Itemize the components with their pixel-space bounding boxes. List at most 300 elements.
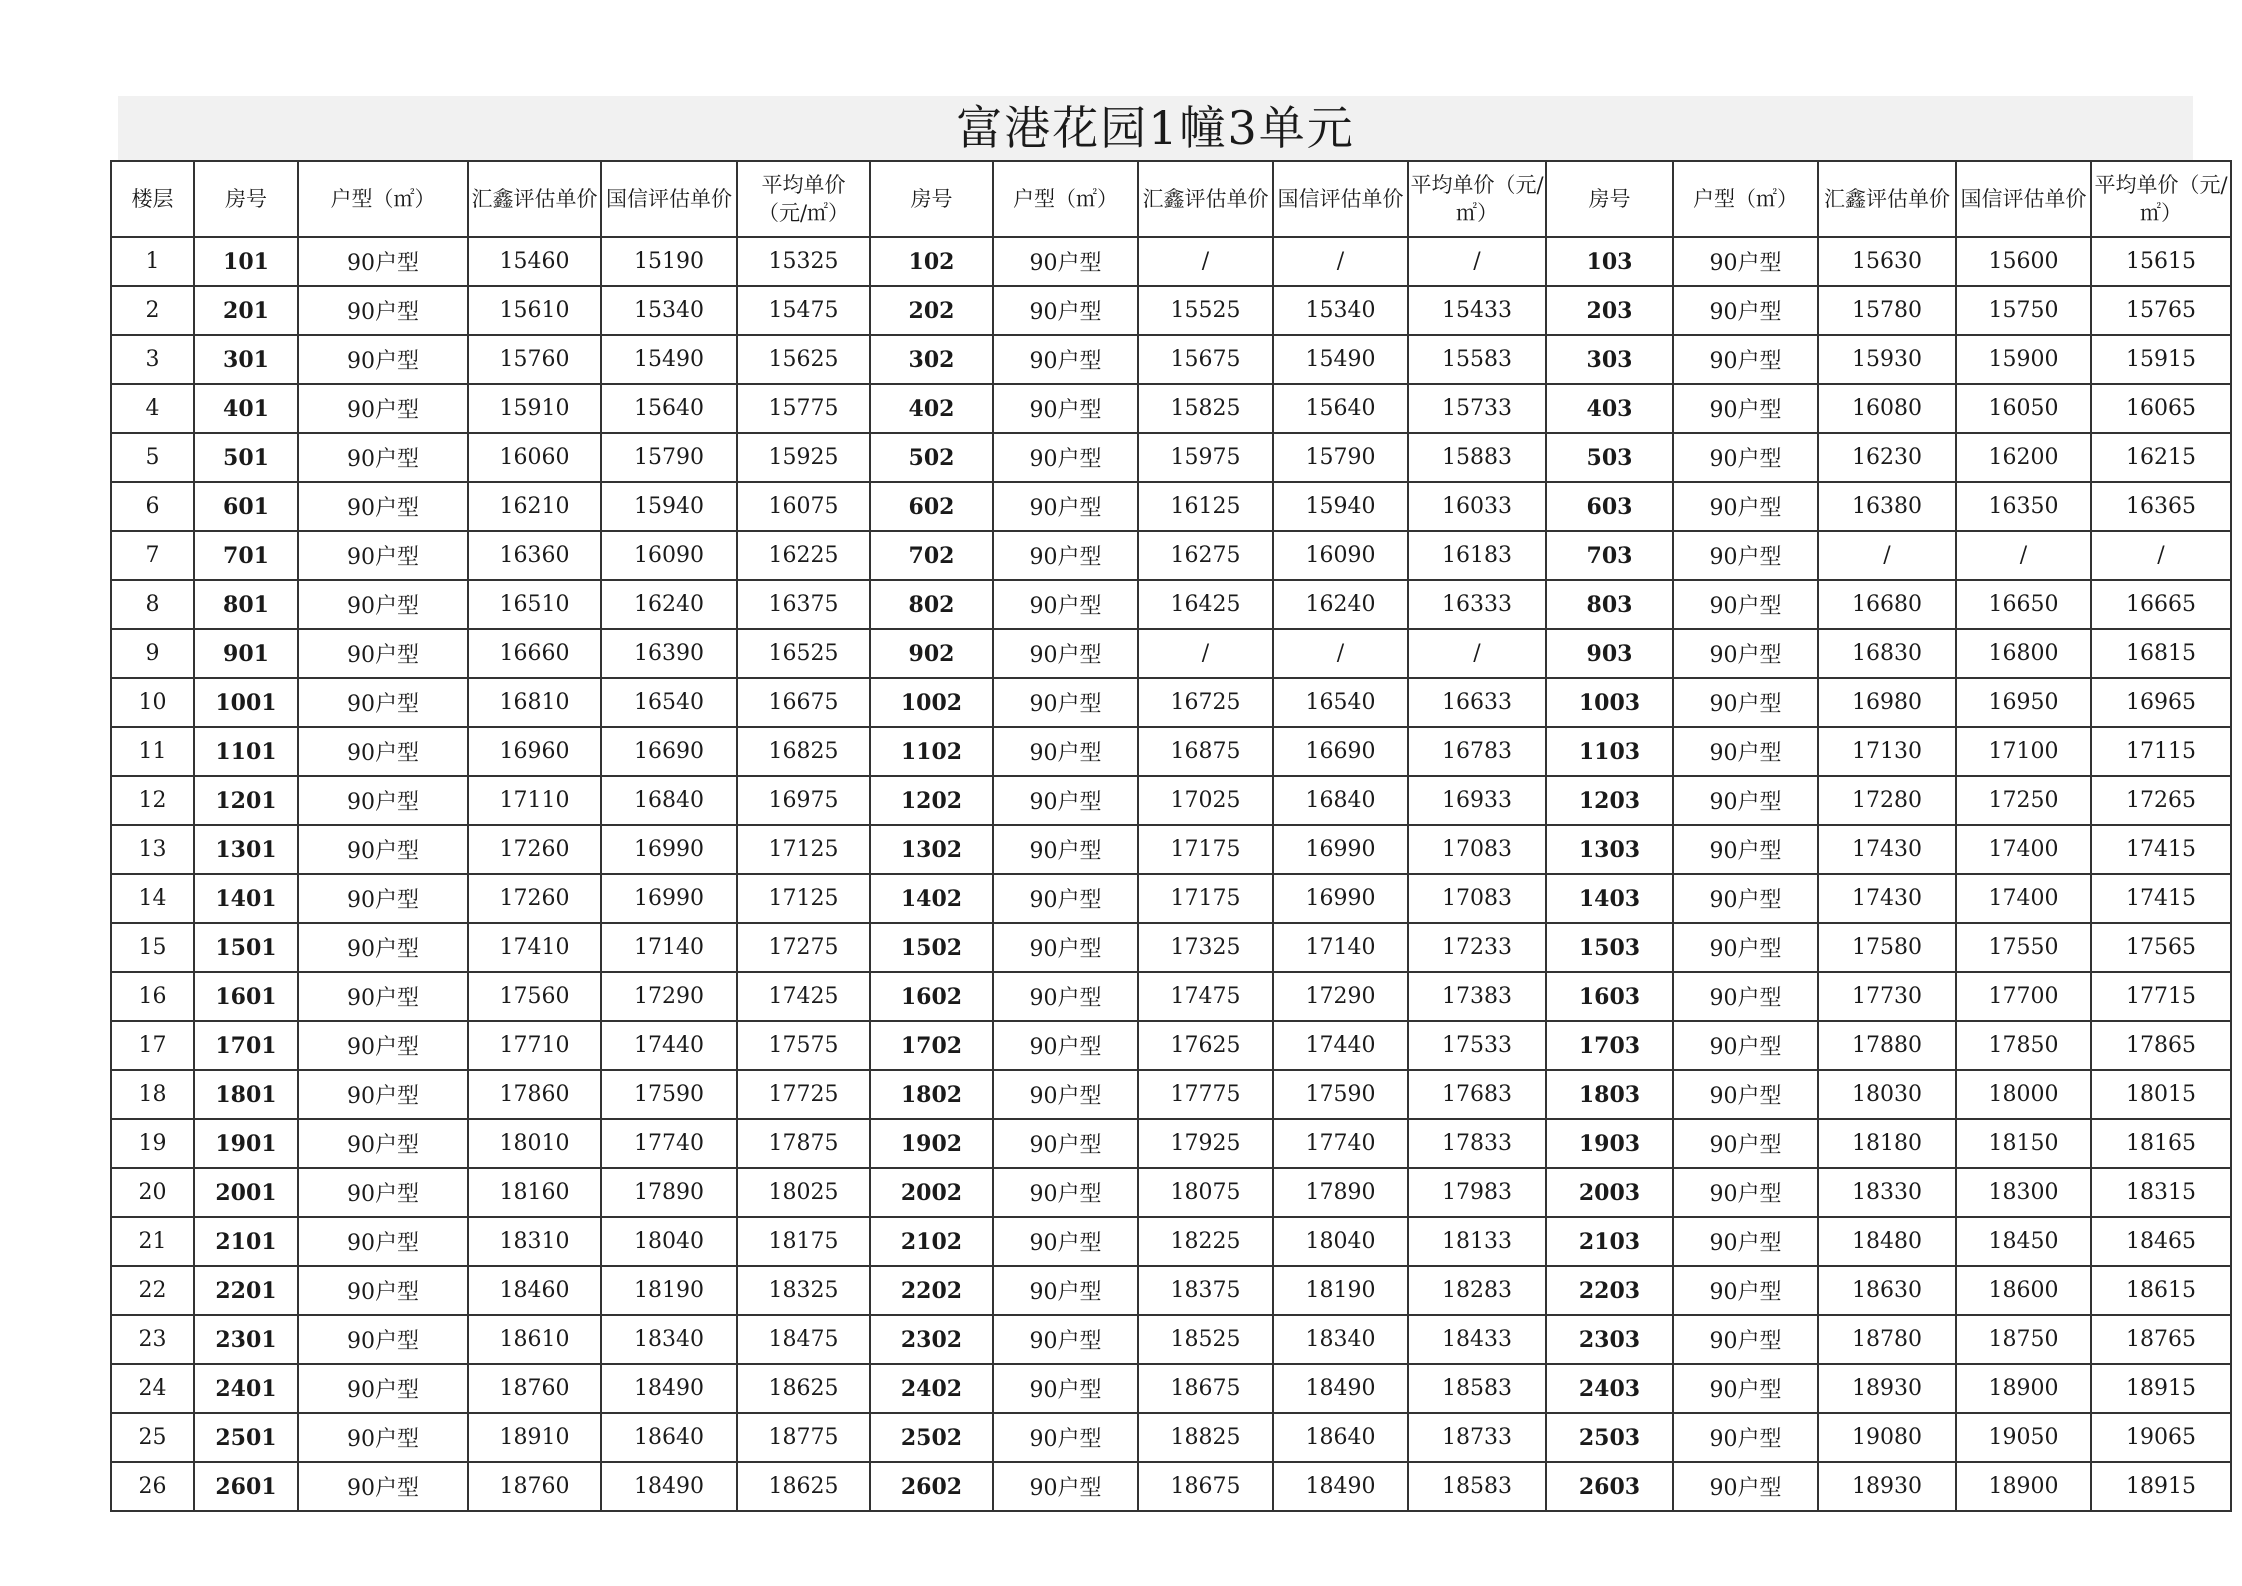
room-number-cell: 203 (1546, 286, 1673, 335)
average-price-cell: 15325 (737, 237, 870, 286)
guoxin-price-cell: 16090 (601, 531, 737, 580)
average-price-cell: 17875 (737, 1119, 870, 1168)
room-number-cell: 601 (194, 482, 298, 531)
huixin-price-cell: 18330 (1818, 1168, 1956, 1217)
room-number-cell: 2603 (1546, 1462, 1673, 1511)
room-number-cell: 1801 (194, 1070, 298, 1119)
average-price-cell: 17533 (1408, 1021, 1546, 1070)
header-huixin-price: 汇鑫评估单价 (1138, 161, 1273, 237)
average-price-cell: 16225 (737, 531, 870, 580)
huixin-price-cell: 16360 (468, 531, 601, 580)
table-row (111, 1315, 2231, 1364)
unit-type-cell: 90户型 (298, 580, 468, 629)
floor-cell: 10 (111, 678, 194, 727)
unit-type-cell: 90户型 (993, 1168, 1138, 1217)
room-number-cell: 1103 (1546, 727, 1673, 776)
room-number-cell: 1101 (194, 727, 298, 776)
room-number-cell: 701 (194, 531, 298, 580)
huixin-price-cell: 18010 (468, 1119, 601, 1168)
unit-type-cell: 90户型 (1673, 1413, 1818, 1462)
room-number-cell: 602 (870, 482, 993, 531)
header-huixin-price: 汇鑫评估单价 (1818, 161, 1956, 237)
header-average-price: 平均单价（元/㎡） (1408, 161, 1546, 237)
room-number-cell: 2601 (194, 1462, 298, 1511)
guoxin-price-cell: 18040 (1273, 1217, 1408, 1266)
average-price-cell: 19065 (2091, 1413, 2231, 1462)
floor-cell: 8 (111, 580, 194, 629)
unit-type-cell: 90户型 (1673, 1021, 1818, 1070)
unit-type-cell: 90户型 (1673, 1364, 1818, 1413)
huixin-price-cell: 17175 (1138, 825, 1273, 874)
huixin-price-cell: 18675 (1138, 1462, 1273, 1511)
average-price-cell: 16033 (1408, 482, 1546, 531)
huixin-price-cell: 16980 (1818, 678, 1956, 727)
average-price-cell: 18133 (1408, 1217, 1546, 1266)
table-row (111, 1119, 2231, 1168)
average-price-cell: 15433 (1408, 286, 1546, 335)
guoxin-price-cell: 17740 (601, 1119, 737, 1168)
average-price-cell: 17275 (737, 923, 870, 972)
huixin-price-cell: 18180 (1818, 1119, 1956, 1168)
huixin-price-cell: 16275 (1138, 531, 1273, 580)
guoxin-price-cell: 15490 (1273, 335, 1408, 384)
average-price-cell: 16333 (1408, 580, 1546, 629)
average-price-cell: 17233 (1408, 923, 1546, 972)
huixin-price-cell: 15630 (1818, 237, 1956, 286)
floor-cell: 20 (111, 1168, 194, 1217)
unit-type-cell: 90户型 (993, 580, 1138, 629)
huixin-price-cell: 16510 (468, 580, 601, 629)
unit-type-cell: 90户型 (993, 531, 1138, 580)
guoxin-price-cell: 15640 (1273, 384, 1408, 433)
guoxin-price-cell: 18040 (601, 1217, 737, 1266)
huixin-price-cell: 18930 (1818, 1364, 1956, 1413)
unit-type-cell: 90户型 (993, 923, 1138, 972)
unit-type-cell: 90户型 (1673, 1070, 1818, 1119)
unit-type-cell: 90户型 (1673, 923, 1818, 972)
huixin-price-cell: 16380 (1818, 482, 1956, 531)
floor-cell: 5 (111, 433, 194, 482)
huixin-price-cell: 15760 (468, 335, 601, 384)
average-price-cell: 17083 (1408, 825, 1546, 874)
average-price-cell: 17265 (2091, 776, 2231, 825)
average-price-cell: 16815 (2091, 629, 2231, 678)
guoxin-price-cell: 17140 (1273, 923, 1408, 972)
huixin-price-cell: 18480 (1818, 1217, 1956, 1266)
room-number-cell: 1203 (1546, 776, 1673, 825)
table-row (111, 580, 2231, 629)
average-price-cell: 18765 (2091, 1315, 2231, 1364)
unit-type-cell: 90户型 (1673, 1315, 1818, 1364)
guoxin-price-cell: 17850 (1956, 1021, 2091, 1070)
table-row (111, 1217, 2231, 1266)
floor-cell: 19 (111, 1119, 194, 1168)
average-price-cell: 18325 (737, 1266, 870, 1315)
average-price-cell: 15883 (1408, 433, 1546, 482)
average-price-cell: 18583 (1408, 1462, 1546, 1511)
table-row (111, 433, 2231, 482)
unit-type-cell: 90户型 (993, 384, 1138, 433)
room-number-cell: 201 (194, 286, 298, 335)
guoxin-price-cell: 15900 (1956, 335, 2091, 384)
room-number-cell: 903 (1546, 629, 1673, 678)
unit-type-cell: 90户型 (298, 972, 468, 1021)
table-row (111, 335, 2231, 384)
guoxin-price-cell: / (1273, 629, 1408, 678)
average-price-cell: 15775 (737, 384, 870, 433)
average-price-cell: 16975 (737, 776, 870, 825)
guoxin-price-cell: 17400 (1956, 825, 2091, 874)
huixin-price-cell: 18760 (468, 1462, 601, 1511)
huixin-price-cell: / (1138, 237, 1273, 286)
unit-type-cell: 90户型 (1673, 1266, 1818, 1315)
guoxin-price-cell: 16390 (601, 629, 737, 678)
header-average-price: 平均单价（元/㎡） (2091, 161, 2231, 237)
average-price-cell: 16965 (2091, 678, 2231, 727)
average-price-cell: 16665 (2091, 580, 2231, 629)
unit-type-cell: 90户型 (993, 825, 1138, 874)
guoxin-price-cell: 16990 (1273, 825, 1408, 874)
huixin-price-cell: / (1138, 629, 1273, 678)
huixin-price-cell: 15610 (468, 286, 601, 335)
average-price-cell: 16075 (737, 482, 870, 531)
huixin-price-cell: 17430 (1818, 825, 1956, 874)
room-number-cell: 301 (194, 335, 298, 384)
huixin-price-cell: 17130 (1818, 727, 1956, 776)
guoxin-price-cell: 18490 (601, 1364, 737, 1413)
floor-cell: 23 (111, 1315, 194, 1364)
unit-type-cell: 90户型 (298, 1021, 468, 1070)
floor-cell: 12 (111, 776, 194, 825)
huixin-price-cell: 18525 (1138, 1315, 1273, 1364)
average-price-cell: 18625 (737, 1364, 870, 1413)
room-number-cell: 2503 (1546, 1413, 1673, 1462)
unit-type-cell: 90户型 (298, 433, 468, 482)
guoxin-price-cell: 15940 (1273, 482, 1408, 531)
guoxin-price-cell: 17590 (601, 1070, 737, 1119)
room-number-cell: 101 (194, 237, 298, 286)
floor-cell: 18 (111, 1070, 194, 1119)
table-row (111, 629, 2231, 678)
guoxin-price-cell: 18340 (1273, 1315, 1408, 1364)
unit-type-cell: 90户型 (298, 1462, 468, 1511)
room-number-cell: 2403 (1546, 1364, 1673, 1413)
huixin-price-cell: 16125 (1138, 482, 1273, 531)
unit-type-cell: 90户型 (1673, 1462, 1818, 1511)
unit-type-cell: 90户型 (993, 1413, 1138, 1462)
huixin-price-cell: 16210 (468, 482, 601, 531)
guoxin-price-cell: / (1273, 237, 1408, 286)
guoxin-price-cell: 18340 (601, 1315, 737, 1364)
unit-type-cell: 90户型 (298, 629, 468, 678)
average-price-cell: 18015 (2091, 1070, 2231, 1119)
guoxin-price-cell: 18450 (1956, 1217, 2091, 1266)
table-row (111, 776, 2231, 825)
unit-type-cell: 90户型 (1673, 678, 1818, 727)
guoxin-price-cell: 15600 (1956, 237, 2091, 286)
room-number-cell: 503 (1546, 433, 1673, 482)
guoxin-price-cell: 18000 (1956, 1070, 2091, 1119)
huixin-price-cell: 18075 (1138, 1168, 1273, 1217)
guoxin-price-cell: 18150 (1956, 1119, 2091, 1168)
unit-type-cell: 90户型 (993, 727, 1138, 776)
unit-type-cell: 90户型 (298, 825, 468, 874)
room-number-cell: 1701 (194, 1021, 298, 1070)
average-price-cell: 16183 (1408, 531, 1546, 580)
unit-type-cell: 90户型 (1673, 629, 1818, 678)
huixin-price-cell: 18225 (1138, 1217, 1273, 1266)
room-number-cell: 703 (1546, 531, 1673, 580)
huixin-price-cell: 17710 (468, 1021, 601, 1070)
price-table (110, 160, 2232, 1512)
room-number-cell: 803 (1546, 580, 1673, 629)
header-row (111, 161, 2231, 237)
average-price-cell: 16933 (1408, 776, 1546, 825)
average-price-cell: 18915 (2091, 1462, 2231, 1511)
average-price-cell: 18283 (1408, 1266, 1546, 1315)
average-price-cell: 18625 (737, 1462, 870, 1511)
table-row (111, 678, 2231, 727)
average-price-cell: 17833 (1408, 1119, 1546, 1168)
average-price-cell: 17425 (737, 972, 870, 1021)
room-number-cell: 402 (870, 384, 993, 433)
guoxin-price-cell: 16990 (601, 825, 737, 874)
header-average-price: 平均单价（元/㎡） (737, 161, 870, 237)
guoxin-price-cell: 17700 (1956, 972, 2091, 1021)
average-price-cell: 16375 (737, 580, 870, 629)
guoxin-price-cell: 18640 (1273, 1413, 1408, 1462)
huixin-price-cell: 17410 (468, 923, 601, 972)
room-number-cell: 2301 (194, 1315, 298, 1364)
room-number-cell: 901 (194, 629, 298, 678)
average-price-cell: 18775 (737, 1413, 870, 1462)
average-price-cell: 15475 (737, 286, 870, 335)
floor-cell: 1 (111, 237, 194, 286)
huixin-price-cell: 17260 (468, 874, 601, 923)
unit-type-cell: 90户型 (993, 335, 1138, 384)
room-number-cell: 2003 (1546, 1168, 1673, 1217)
average-price-cell: 18025 (737, 1168, 870, 1217)
average-price-cell: 18165 (2091, 1119, 2231, 1168)
average-price-cell: 18915 (2091, 1364, 2231, 1413)
huixin-price-cell: 16875 (1138, 727, 1273, 776)
huixin-price-cell: 15825 (1138, 384, 1273, 433)
unit-type-cell: 90户型 (1673, 776, 1818, 825)
huixin-price-cell: 18760 (468, 1364, 601, 1413)
header-guoxin-price: 国信评估单价 (1273, 161, 1408, 237)
guoxin-price-cell: 18900 (1956, 1462, 2091, 1511)
room-number-cell: 2201 (194, 1266, 298, 1315)
huixin-price-cell: / (1818, 531, 1956, 580)
room-number-cell: 1803 (1546, 1070, 1673, 1119)
floor-cell: 13 (111, 825, 194, 874)
unit-type-cell: 90户型 (1673, 1168, 1818, 1217)
average-price-cell: 17575 (737, 1021, 870, 1070)
average-price-cell: / (2091, 531, 2231, 580)
average-price-cell: 17983 (1408, 1168, 1546, 1217)
huixin-price-cell: 15460 (468, 237, 601, 286)
unit-type-cell: 90户型 (298, 286, 468, 335)
floor-cell: 25 (111, 1413, 194, 1462)
guoxin-price-cell: 16990 (1273, 874, 1408, 923)
huixin-price-cell: 18310 (468, 1217, 601, 1266)
unit-type-cell: 90户型 (298, 1070, 468, 1119)
unit-type-cell: 90户型 (993, 1315, 1138, 1364)
table-row (111, 1364, 2231, 1413)
room-number-cell: 2303 (1546, 1315, 1673, 1364)
unit-type-cell: 90户型 (298, 1168, 468, 1217)
floor-cell: 6 (111, 482, 194, 531)
unit-type-cell: 90户型 (1673, 580, 1818, 629)
guoxin-price-cell: 15790 (1273, 433, 1408, 482)
header-type: 户型（㎡） (1673, 161, 1818, 237)
unit-type-cell: 90户型 (1673, 972, 1818, 1021)
table-row (111, 1266, 2231, 1315)
huixin-price-cell: 19080 (1818, 1413, 1956, 1462)
room-number-cell: 2103 (1546, 1217, 1673, 1266)
unit-type-cell: 90户型 (298, 237, 468, 286)
unit-type-cell: 90户型 (1673, 286, 1818, 335)
guoxin-price-cell: 17290 (601, 972, 737, 1021)
guoxin-price-cell: 16540 (601, 678, 737, 727)
header-guoxin-price: 国信评估单价 (601, 161, 737, 237)
unit-type-cell: 90户型 (993, 1266, 1138, 1315)
huixin-price-cell: 17175 (1138, 874, 1273, 923)
header-room: 房号 (870, 161, 993, 237)
average-price-cell: 17083 (1408, 874, 1546, 923)
unit-type-cell: 90户型 (993, 629, 1138, 678)
huixin-price-cell: 17775 (1138, 1070, 1273, 1119)
huixin-price-cell: 16960 (468, 727, 601, 776)
huixin-price-cell: 17580 (1818, 923, 1956, 972)
table-row (111, 531, 2231, 580)
average-price-cell: 18733 (1408, 1413, 1546, 1462)
floor-cell: 11 (111, 727, 194, 776)
room-number-cell: 103 (1546, 237, 1673, 286)
average-price-cell: / (1408, 237, 1546, 286)
table-row (111, 874, 2231, 923)
room-number-cell: 1202 (870, 776, 993, 825)
huixin-price-cell: 18030 (1818, 1070, 1956, 1119)
table-row (111, 1462, 2231, 1511)
unit-type-cell: 90户型 (993, 433, 1138, 482)
guoxin-price-cell: 16690 (1273, 727, 1408, 776)
guoxin-price-cell: 16090 (1273, 531, 1408, 580)
room-number-cell: 603 (1546, 482, 1673, 531)
room-number-cell: 2402 (870, 1364, 993, 1413)
huixin-price-cell: 18610 (468, 1315, 601, 1364)
huixin-price-cell: 16810 (468, 678, 601, 727)
guoxin-price-cell: 17890 (601, 1168, 737, 1217)
huixin-price-cell: 18825 (1138, 1413, 1273, 1462)
guoxin-price-cell: 16200 (1956, 433, 2091, 482)
huixin-price-cell: 17880 (1818, 1021, 1956, 1070)
huixin-price-cell: 17730 (1818, 972, 1956, 1021)
header-guoxin-price: 国信评估单价 (1956, 161, 2091, 237)
huixin-price-cell: 15910 (468, 384, 601, 433)
guoxin-price-cell: 18300 (1956, 1168, 2091, 1217)
document-title: 富港花园1幢3单元 (118, 96, 2193, 160)
average-price-cell: 17383 (1408, 972, 1546, 1021)
huixin-price-cell: 17475 (1138, 972, 1273, 1021)
guoxin-price-cell: 16950 (1956, 678, 2091, 727)
huixin-price-cell: 16230 (1818, 433, 1956, 482)
room-number-cell: 1301 (194, 825, 298, 874)
average-price-cell: 16825 (737, 727, 870, 776)
unit-type-cell: 90户型 (1673, 1217, 1818, 1266)
unit-type-cell: 90户型 (993, 1462, 1138, 1511)
average-price-cell: 15733 (1408, 384, 1546, 433)
room-number-cell: 801 (194, 580, 298, 629)
average-price-cell: / (1408, 629, 1546, 678)
floor-cell: 7 (111, 531, 194, 580)
unit-type-cell: 90户型 (993, 874, 1138, 923)
header-room: 房号 (1546, 161, 1673, 237)
table-row (111, 286, 2231, 335)
huixin-price-cell: 17860 (468, 1070, 601, 1119)
unit-type-cell: 90户型 (993, 776, 1138, 825)
average-price-cell: 16675 (737, 678, 870, 727)
table-row (111, 727, 2231, 776)
average-price-cell: 17115 (2091, 727, 2231, 776)
huixin-price-cell: 15525 (1138, 286, 1273, 335)
guoxin-price-cell: 19050 (1956, 1413, 2091, 1462)
unit-type-cell: 90户型 (298, 1413, 468, 1462)
room-number-cell: 2203 (1546, 1266, 1673, 1315)
room-number-cell: 1102 (870, 727, 993, 776)
header-floor: 楼层 (111, 161, 194, 237)
room-number-cell: 1503 (1546, 923, 1673, 972)
unit-type-cell: 90户型 (298, 1266, 468, 1315)
room-number-cell: 1003 (1546, 678, 1673, 727)
guoxin-price-cell: 18600 (1956, 1266, 2091, 1315)
room-number-cell: 1702 (870, 1021, 993, 1070)
guoxin-price-cell: 17440 (1273, 1021, 1408, 1070)
room-number-cell: 2502 (870, 1413, 993, 1462)
floor-cell: 2 (111, 286, 194, 335)
room-number-cell: 2302 (870, 1315, 993, 1364)
unit-type-cell: 90户型 (993, 678, 1138, 727)
room-number-cell: 1902 (870, 1119, 993, 1168)
unit-type-cell: 90户型 (993, 1070, 1138, 1119)
unit-type-cell: 90户型 (298, 531, 468, 580)
guoxin-price-cell: 15490 (601, 335, 737, 384)
average-price-cell: 16215 (2091, 433, 2231, 482)
table-row (111, 972, 2231, 1021)
room-number-cell: 1901 (194, 1119, 298, 1168)
room-number-cell: 401 (194, 384, 298, 433)
header-room: 房号 (194, 161, 298, 237)
average-price-cell: 16783 (1408, 727, 1546, 776)
room-number-cell: 302 (870, 335, 993, 384)
room-number-cell: 1401 (194, 874, 298, 923)
unit-type-cell: 90户型 (1673, 433, 1818, 482)
average-price-cell: 18315 (2091, 1168, 2231, 1217)
average-price-cell: 17725 (737, 1070, 870, 1119)
average-price-cell: 16365 (2091, 482, 2231, 531)
room-number-cell: 1501 (194, 923, 298, 972)
unit-type-cell: 90户型 (1673, 237, 1818, 286)
average-price-cell: 18475 (737, 1315, 870, 1364)
room-number-cell: 2002 (870, 1168, 993, 1217)
room-number-cell: 1602 (870, 972, 993, 1021)
room-number-cell: 303 (1546, 335, 1673, 384)
huixin-price-cell: 17430 (1818, 874, 1956, 923)
guoxin-price-cell: 15750 (1956, 286, 2091, 335)
table-row (111, 384, 2231, 433)
guoxin-price-cell: / (1956, 531, 2091, 580)
huixin-price-cell: 18630 (1818, 1266, 1956, 1315)
